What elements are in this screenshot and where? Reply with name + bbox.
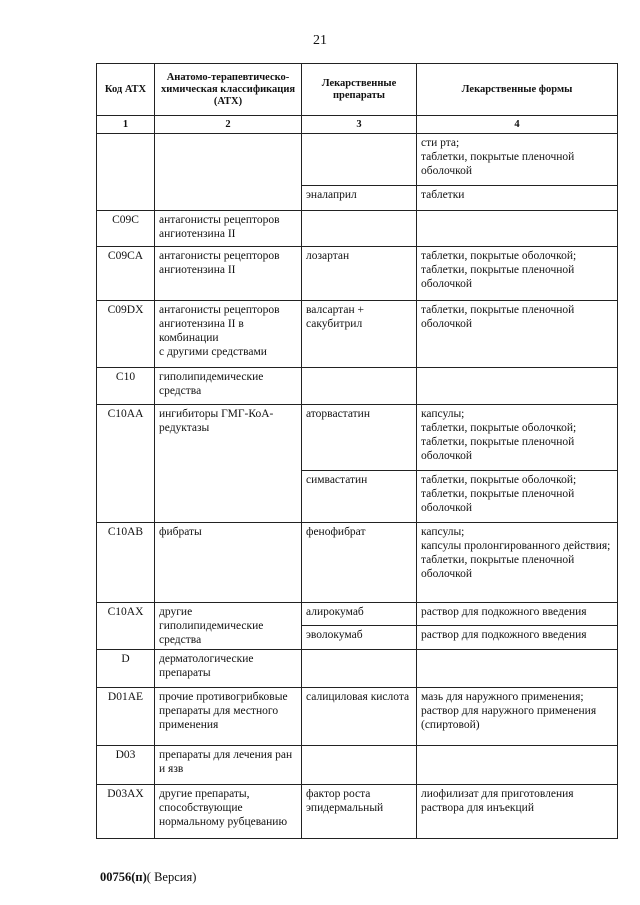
dosage-form: лиофилизат для приготовления раствора для инъекций [417,785,618,839]
table-row [97,405,618,471]
atx-classification: гиполипидемические средства [155,368,302,405]
atx-code: D01AE [97,688,155,746]
atx-code: D03 [97,746,155,785]
column-number: 3 [302,116,417,134]
atx-classification: препараты для лечения ран и язв [155,746,302,785]
atx-code: C09DX [97,301,155,368]
drug-name [302,746,417,785]
table-row [97,603,618,626]
drug-name [302,211,417,247]
column-number-row [97,116,618,134]
dosage-form: капсулы; капсулы пролонгированного действия; таблетки, покрытые пленочной оболочкой [417,523,618,603]
dosage-form [417,746,618,785]
header-classification: Анатомо-терапевтическо-химическая классификация (АТХ) [155,64,302,116]
atx-classification [155,134,302,211]
table-row [97,134,618,186]
table-row [97,785,618,839]
atx-classification: другие препараты, способствующие нормальному рубцеванию [155,785,302,839]
drug-name: лозартан [302,247,417,301]
atx-code: C09C [97,211,155,247]
dosage-form [417,211,618,247]
table-row [97,368,618,405]
drug-name: валсартан + сакубитрил [302,301,417,368]
atx-classification: прочие противогрибковые препараты для местного применения [155,688,302,746]
footer-note: ( Версия) [146,870,197,884]
table-row [97,301,618,368]
drug-name: эволокумаб [302,626,417,650]
atx-code: C10 [97,368,155,405]
table-row [97,523,618,603]
header-row [97,64,618,116]
footer [100,870,196,885]
drug-name: аторвастатин [302,405,417,471]
drug-name: симвастатин [302,471,417,523]
dosage-form: капсулы; таблетки, покрытые оболочкой; таблетки, покрытые пленочной оболочкой [417,405,618,471]
drug-name: алирокумаб [302,603,417,626]
table-row [97,650,618,688]
column-number: 2 [155,116,302,134]
atx-classification: фибраты [155,523,302,603]
atx-code: C10AX [97,603,155,650]
atx-code: D03AX [97,785,155,839]
drug-name: эналаприл [302,186,417,211]
drug-name: фактор роста эпидермальный [302,785,417,839]
dosage-form: раствор для подкожного введения [417,626,618,650]
drug-name [302,368,417,405]
dosage-form [417,368,618,405]
atx-code: C09CA [97,247,155,301]
header-drugs: Лекарственные препараты [302,64,417,116]
dosage-form: таблетки, покрытые оболочкой; таблетки, покрытые пленочной оболочкой [417,471,618,523]
dosage-form: мазь для наружного применения; раствор для наружного применения (спиртовой) [417,688,618,746]
footer-code: 00756(п) [100,870,147,884]
table-row [97,211,618,247]
dosage-form: таблетки, покрытые пленочной оболочкой [417,301,618,368]
header-code: Код АТХ [97,64,155,116]
dosage-form [417,650,618,688]
atx-table [96,63,618,839]
table-row [97,247,618,301]
atx-classification: антагонисты рецепторов ангиотензина II [155,247,302,301]
table-row [97,688,618,746]
table-row [97,746,618,785]
atx-classification: другие гиполипидемические средства [155,603,302,650]
atx-classification: антагонисты рецепторов ангиотензина II [155,211,302,247]
atx-code: C10AA [97,405,155,523]
atx-classification: ингибиторы ГМГ-КоА-редуктазы [155,405,302,523]
column-number: 1 [97,116,155,134]
dosage-form: таблетки, покрытые оболочкой; таблетки, покрытые пленочной оболочкой [417,247,618,301]
drug-name [302,650,417,688]
page-number: 21 [313,33,327,48]
drug-name: салициловая кислота [302,688,417,746]
drug-name: фенофибрат [302,523,417,603]
dosage-form: раствор для подкожного введения [417,603,618,626]
header-forms: Лекарственные формы [417,64,618,116]
drug-name [302,134,417,186]
atx-classification: дерматологические препараты [155,650,302,688]
atx-code [97,134,155,211]
atx-code: D [97,650,155,688]
column-number: 4 [417,116,618,134]
atx-code: C10AB [97,523,155,603]
dosage-form: сти рта; таблетки, покрытые пленочной оболочкой [417,134,618,186]
dosage-form: таблетки [417,186,618,211]
atx-classification: антагонисты рецепторов ангиотензина II в комбинации с другими средствами [155,301,302,368]
